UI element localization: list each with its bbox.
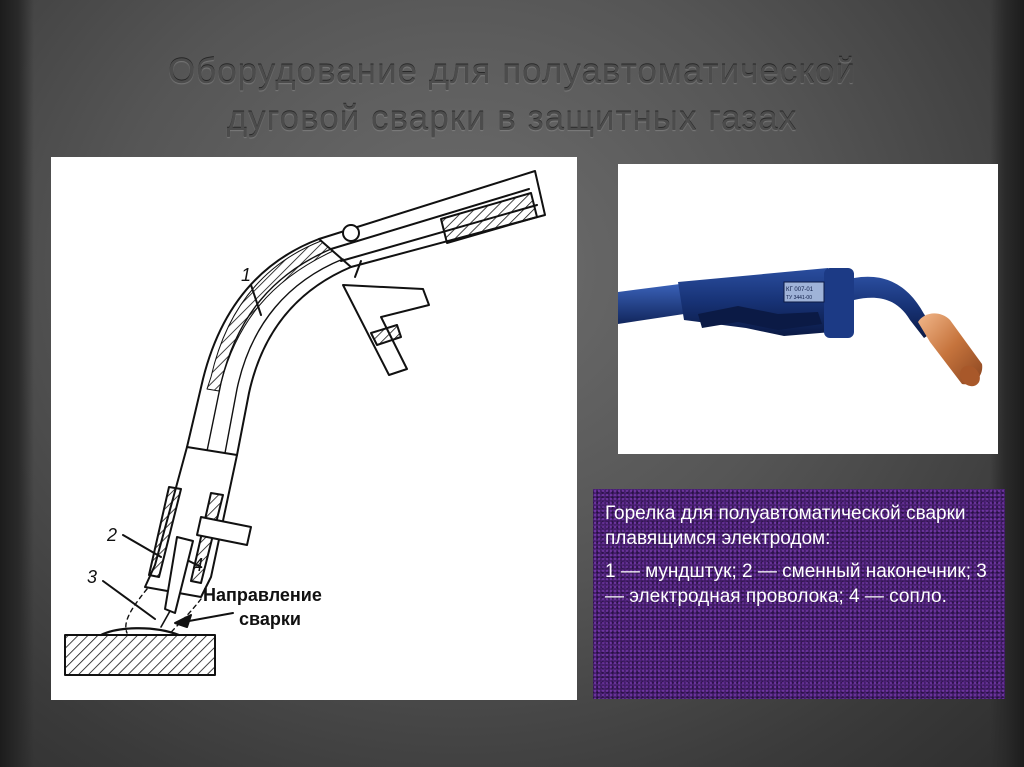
left-edge-shade <box>0 0 34 767</box>
weld-pool <box>101 628 179 635</box>
torch-handle-collar <box>824 268 854 338</box>
direction-arrow <box>189 613 233 621</box>
callout-1: 1 <box>241 265 252 285</box>
caption-legend: 1 — мундштук; 2 — сменный наконечник; 3 — электродная проволока; 4 — сопло. <box>605 561 987 607</box>
torch-label-line-2: ТУ 3441-00 <box>786 295 812 301</box>
torch-diagram-panel <box>51 157 577 700</box>
torch-label-line-1: КГ 007-01 <box>786 287 814 293</box>
caption-heading: Горелка для полуавтоматической сварки плавящимся электродом: <box>605 503 966 549</box>
direction-label-line-2: сварки <box>239 609 301 629</box>
torch-photo <box>618 164 998 454</box>
slide-title-line-1: Оборудование для полуавтоматической <box>167 52 857 91</box>
torch-cross-section-drawing <box>51 157 577 700</box>
slide-title <box>60 48 964 142</box>
torch-pivot-pin <box>343 225 359 241</box>
torch-cable <box>618 284 684 324</box>
callout-4: 4 <box>193 555 204 575</box>
slide-title-line-2: дуговой сварки в защитных газах <box>226 99 798 138</box>
callout-2: 2 <box>107 525 118 545</box>
workpiece <box>65 635 215 675</box>
caption-box <box>593 489 1005 699</box>
torch-photo-panel <box>618 164 998 454</box>
direction-label-line-1: Направление <box>203 585 322 605</box>
callout-3: 3 <box>87 567 98 587</box>
torch-neck-hatch-band <box>207 241 333 391</box>
electrode-wire <box>161 611 170 627</box>
